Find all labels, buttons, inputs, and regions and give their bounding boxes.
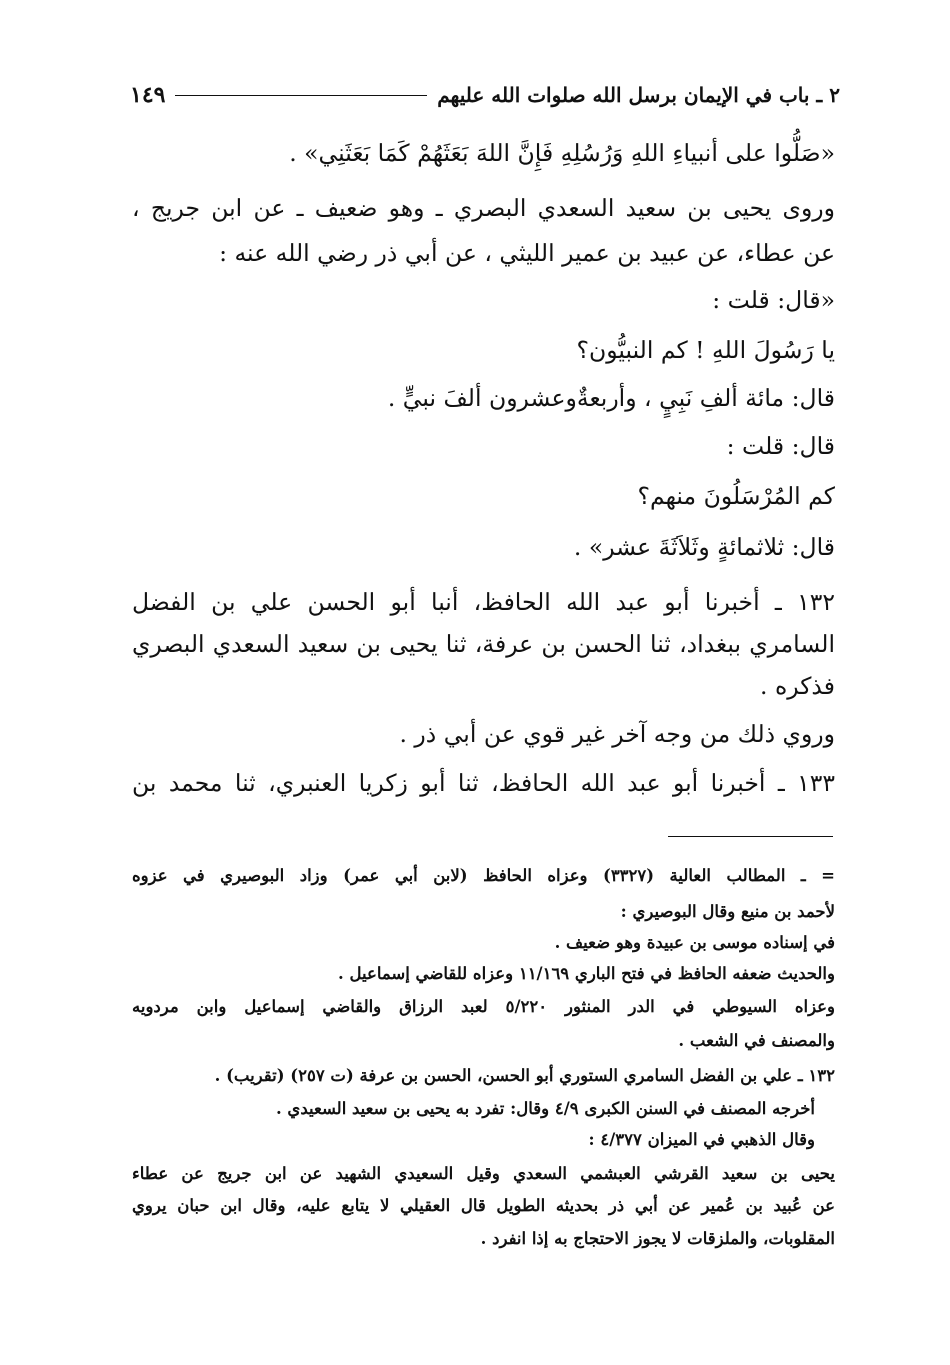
running-title: ٢ ـ باب في الإيمان برسل الله صلوات الله عليهم — [437, 83, 840, 107]
footnote-line-3: في إسناده موسى بن عبيدة وهو ضعيف . — [554, 933, 835, 952]
body-line-8: كم المُرْسَلُونَ منهم؟ — [637, 482, 835, 510]
body-line-5: يا رَسُولَ اللهِ ! كم النبيُّون؟ — [576, 336, 835, 364]
body-line-14: ١٣٣ ـ أخبرنا أبو عبد الله الحافظ، ثنا أبو زكريا العنبري، ثنا محمد بن — [132, 769, 835, 797]
footnote-line-9: وقال الذهبي في الميزان ٤/٣٧٧ : — [588, 1130, 815, 1149]
body-line-11: السامري ببغداد، ثنا الحسن بن عرفة، ثنا يحيى بن سعيد السعدي البصري — [132, 630, 835, 658]
body-line-7: قال: قلت : — [726, 432, 835, 460]
footnote-line-10: يحيى بن سعيد القرشي العبشمي السعدي وقيل السعيدي الشهيد عن ابن جريج عن عطاء — [132, 1164, 835, 1183]
header-rule — [175, 95, 427, 96]
body-line-10: ١٣٢ ـ أخبرنا أبو عبد الله الحافظ، أنبا أبو الحسن علي بن الفضل — [132, 588, 835, 616]
footnote-line-4: والحديث ضعفه الحافظ في فتح الباري ١١/١٦٩ وعزاه للقاضي إسماعيل . — [338, 964, 835, 983]
footnote-line-7: ١٣٢ ـ علي بن الفضل السامري الستوري أبو الحسن، الحسن بن عرفة (ت ٢٥٧) (تقريب) . — [214, 1066, 835, 1085]
body-line-9: قال: ثلاثمائةٍ وثَلاَثَةَ عشر» . — [573, 533, 835, 561]
body-line-2: وروى يحيى بن سعيد السعدي البصري ـ وهو ضعيف ـ عن ابن جريج ، — [132, 194, 835, 222]
footnote-line-5: وعزاه السيوطي في الدر المنثور ٥/٢٢٠ لعبد الرزاق والقاضي إسماعيل وابن مردويه — [132, 997, 835, 1016]
footnote-line-2: لأحمد بن منيع وقال البوصيري : — [620, 902, 835, 921]
footnote-separator — [668, 836, 833, 837]
footnote-line-12: المقلوبات، والملزقات لا يجوز الاحتجاج به إذا انفرد . — [480, 1229, 835, 1248]
body-line-6: قال: مائة ألفِ نَبِيٍ ، وأربعةٌوعشرون ألفَ نبيٍّ . — [387, 384, 835, 412]
body-line-4: «قال: قلت : — [712, 286, 835, 314]
body-line-1: «صَلُّوا على أنبياءِ اللهِ وَرُسُلِهِ فَإِنَّ اللهَ بَعَثَهُمْ كَمَا بَعَثَنِي» . — [289, 139, 835, 167]
footnote-line-8: أخرجه المصنف في السنن الكبرى ٤/٩ وقال: تفرد به يحيى بن سعيد السعيدي . — [275, 1099, 815, 1118]
page-number: ١٤٩ — [130, 82, 166, 108]
footnote-line-11: عن عُبيد بن عُمير عن أبي ذر بحديثه الطويل قال العقيلي لا يتابع عليه، وقال ابن حبان يروي — [132, 1196, 835, 1215]
footnote-line-6: والمصنف في الشعب . — [678, 1031, 835, 1050]
footnote-line-1: = ـ المطالب العالية (٣٣٢٧) وعزاه الحافظ (لابن أبي عمر) وزاد البوصيري في عزوه — [132, 866, 836, 885]
body-line-13: وروي ذلك من وجه آخر غير قوي عن أبي ذر . — [399, 720, 835, 748]
page-header — [130, 78, 840, 112]
body-line-3: عن عطاء، عن عبيد بن عمير الليثي ، عن أبي ذر رضي الله عنه : — [219, 239, 835, 267]
body-line-12: فذكره . — [760, 672, 835, 700]
